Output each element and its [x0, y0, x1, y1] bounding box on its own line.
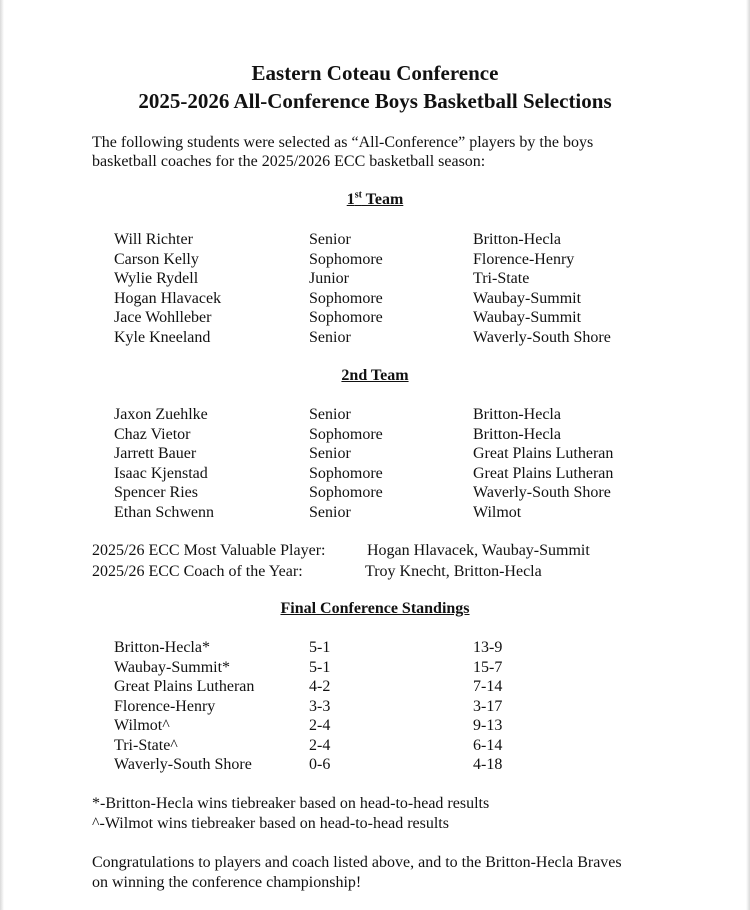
player-grade: Sophomore: [309, 484, 383, 501]
standings-overall-record: 15-7: [473, 658, 503, 676]
standings-team: Waubay-Summit*: [114, 658, 231, 676]
intro-line1: The following students were selected as “All-Conference” players by the boys: [92, 134, 594, 151]
player-row: [0, 269, 750, 289]
player-school: Wilmot: [473, 503, 522, 521]
player-school: Great Plains Lutheran: [473, 464, 614, 482]
first-team-heading-rest: Team: [361, 191, 404, 208]
player-grade: Senior: [309, 231, 351, 248]
player-grade: Senior: [309, 328, 351, 346]
first-team-heading-num: 1: [346, 191, 355, 208]
standings-team: Great Plains Lutheran: [114, 678, 255, 695]
closing-line1: Congratulations to players and coach listed above, and to the Britton-Hecla Braves: [92, 854, 622, 871]
player-school: Britton-Hecla: [473, 425, 561, 443]
standings-overall-record: 13-9: [473, 639, 503, 656]
player-grade: Sophomore: [309, 464, 383, 482]
player-name: Ethan Schwenn: [114, 503, 214, 521]
standings-heading: Final Conference Standings: [280, 600, 470, 617]
player-name: Chaz Vietor: [114, 425, 191, 443]
coach-value: Troy Knecht, Britton-Hecla: [365, 563, 542, 580]
second-team-heading: 2nd Team: [341, 367, 409, 384]
standings-overall-record: 7-14: [473, 678, 503, 695]
player-grade: Senior: [309, 503, 351, 521]
standings-row: [0, 697, 750, 717]
standings-conf-record: 2-4: [309, 717, 331, 734]
coach-award: [92, 562, 692, 582]
player-school: Britton-Hecla: [473, 231, 561, 248]
standings-conf-record: 0-6: [309, 756, 331, 773]
player-school: Tri-State: [473, 270, 530, 287]
second-team-list: [0, 405, 750, 522]
player-grade: Senior: [309, 445, 351, 462]
mvp-award: [92, 541, 692, 561]
player-school: Waubay-Summit: [473, 289, 582, 307]
standings-row: [0, 677, 750, 697]
standings-team: Florence-Henry: [114, 697, 216, 715]
player-row: [0, 328, 750, 348]
player-row: [0, 289, 750, 309]
first-team-heading: [0, 190, 750, 210]
player-row: [0, 405, 750, 425]
standings-team: Tri-State^: [114, 736, 178, 754]
player-row: [0, 464, 750, 484]
document-title-line2: 2025-2026 All-Conference Boys Basketball Selections: [138, 89, 612, 113]
mvp-label: 2025/26 ECC Most Valuable Player:: [92, 542, 326, 559]
standings-overall-record: 6-14: [473, 736, 503, 754]
player-name: Will Richter: [114, 231, 193, 248]
first-team-list: [0, 230, 750, 347]
standings-row: [0, 755, 750, 775]
player-grade: Senior: [309, 406, 351, 423]
player-grade: Sophomore: [309, 289, 383, 307]
standings-overall-record: 4-18: [473, 756, 503, 773]
player-name: Jace Wohlleber: [114, 309, 212, 326]
player-row: [0, 250, 750, 270]
standings-team: Wilmot^: [114, 717, 170, 734]
standings-row: [0, 736, 750, 756]
player-grade: Sophomore: [309, 309, 383, 326]
coach-label: 2025/26 ECC Coach of the Year:: [92, 563, 303, 580]
player-name: Spencer Ries: [114, 484, 198, 501]
footnote-caret: ^-Wilmot wins tiebreaker based on head-to-head results: [92, 815, 449, 832]
standings-row: [0, 638, 750, 658]
standings-overall-record: 9-13: [473, 717, 503, 734]
player-school: Waubay-Summit: [473, 309, 582, 326]
player-row: [0, 483, 750, 503]
standings-conf-record: 5-1: [309, 639, 331, 656]
intro-paragraph: [92, 133, 652, 171]
player-name: Isaac Kjenstad: [114, 464, 208, 482]
first-team-heading-sup: st: [354, 189, 362, 201]
player-grade: Sophomore: [309, 250, 383, 268]
player-name: Kyle Kneeland: [114, 328, 211, 346]
standings-team: Waverly-South Shore: [114, 756, 252, 773]
standings-team: Britton-Hecla*: [114, 639, 210, 656]
document-title-line1: Eastern Coteau Conference: [251, 61, 499, 85]
standings-conf-record: 2-4: [309, 736, 331, 754]
player-name: Carson Kelly: [114, 250, 199, 268]
standings-conf-record: 3-3: [309, 697, 331, 715]
closing-line2: on winning the conference championship!: [92, 874, 362, 891]
player-school: Waverly-South Shore: [473, 328, 611, 346]
player-row: [0, 444, 750, 464]
standings-table: [0, 638, 750, 775]
standings-conf-record: 4-2: [309, 678, 331, 695]
player-row: [0, 308, 750, 328]
player-row: [0, 503, 750, 523]
player-name: Wylie Rydell: [114, 270, 199, 287]
player-school: Waverly-South Shore: [473, 484, 611, 501]
player-name: Hogan Hlavacek: [114, 289, 222, 307]
player-school: Britton-Hecla: [473, 406, 561, 423]
standings-row: [0, 658, 750, 678]
intro-line2: basketball coaches for the 2025/2026 ECC basketball season:: [92, 153, 486, 170]
standings-conf-record: 5-1: [309, 658, 331, 676]
player-school: Florence-Henry: [473, 250, 575, 268]
player-grade: Junior: [309, 270, 349, 287]
standings-overall-record: 3-17: [473, 697, 503, 715]
player-row: [0, 425, 750, 445]
player-name: Jarrett Bauer: [114, 445, 197, 462]
standings-row: [0, 716, 750, 736]
mvp-value: Hogan Hlavacek, Waubay-Summit: [367, 542, 590, 559]
footnote-asterisk: *-Britton-Hecla wins tiebreaker based on head-to-head results: [92, 795, 490, 812]
player-row: [0, 230, 750, 250]
player-name: Jaxon Zuehlke: [114, 406, 208, 423]
player-grade: Sophomore: [309, 425, 383, 443]
player-school: Great Plains Lutheran: [473, 445, 614, 462]
